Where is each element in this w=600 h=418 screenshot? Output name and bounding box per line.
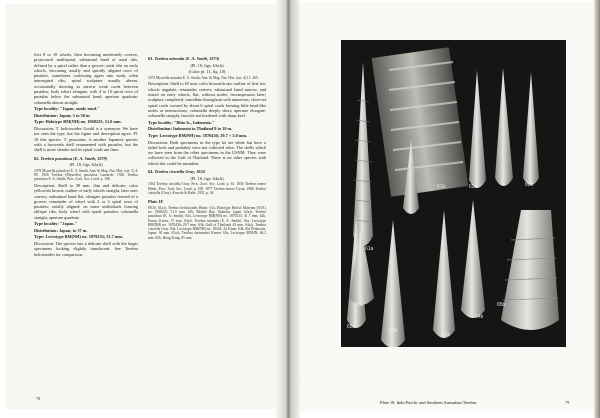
left-column-2 xyxy=(148,56,266,241)
sp63-type: Type: Lectotype BM(NH) no. 1870436; 29.7 × 5.8 mm. xyxy=(148,132,248,138)
discussion-61: Discussion: T. helicinoides Gould is a synonym. We have not seen the type, but the figure and description agree. Pl. 18 this species. T. punctatus, is another Japanese species with a brownish shell ornamented with pustules, but the shell is more slender and its spiral cords are finer. xyxy=(34,126,138,153)
plate-shells-image xyxy=(341,40,566,347)
sp62-distribution: Distribution: Japan; to 37 m. xyxy=(34,227,88,233)
sp62-number: 62. xyxy=(34,155,40,161)
book-gutter xyxy=(276,0,300,418)
sp63-description: Description: Shell to 65 mm; color brownish tan; outline of first few whorls angulate, remainder convex; subsutural band narrow, and rusted on early whorls, flat, without nodes; inconspicuous later; sculpture completely cancellate throughout with numerous, close-set spiral cords crossed by about 6 spiral cords forming little bead-like nodes at intersections; columella deeply short; aperture elongate; columella straight; fasciole not bordered with sharp keel. xyxy=(148,81,267,119)
intro-paragraph: first 8 or 10 whorls, then becoming moderately convex; protoconch multispiral, subsutural band of axial ribs, defined by a spiral rather than a groove; axial ribs on early whorls, becoming axially and spirally aligned rows of pustules, sometimes coalescing again into weak, often interrupted ribs; spiral sculpture usually absent, occasionally showing as narrow weak cords between pustules; body whorl elongate, with 4 to 10 spiral rows of pustules below the subsutural band; aperture quadrate; columella almost straight. xyxy=(34,52,138,105)
shell-62b xyxy=(495,68,513,186)
label-62b: 62b xyxy=(525,182,534,188)
shell-photo-plate xyxy=(341,40,566,347)
sp63-type-locality: Type locality: "Rhio Is., Indonesia." xyxy=(148,119,215,125)
label-64a: 64a xyxy=(441,332,450,338)
page-edge xyxy=(594,0,600,418)
sp62-references: 1879 Myurella pustulosa E. A. Smith, Ann. & Mag. Nat. Hist. (ser. 5) 4: 89. 1926 Terebra (Myurella) pustulosa Lamarck; 1926 Terebra pustulosa E. A. Smith; Proc. Zool. Soc. Lond. p. 186. xyxy=(34,168,138,182)
label-63a: 63a xyxy=(355,302,364,308)
sp63-figure-ref: (Pl. 18, figs. 63a,b) xyxy=(190,62,224,68)
plate-legend-text: FIGS. 61a,b, Terebra helicinoides Hinds. 61a, Holotype British Museum (N.H.) no. 1968225; 51.0 mm. 61b, Mobile Bay, Shikoku, Japan. 62a,b, Terebra pustulosa (E. A. Smith). 62a, Lectotype BM(NH) no. 1879233; 31.7 mm. 62b, Pusan, Korea; 37 mm. 63a,b, Terebra miranda (E. A. Smith). 63a, Lectotype BM(NH) no. 1870436; 29.7 mm. 63b, Gulf of Thailand; 45 mm. 64a,b, Terebra cinctella Gray. 64a, Lectotype BM(NH) no. 18343; 23.8 mm. 64b, Kii Peninsula, Japan; 30 mm. 65a,b, Terebra dussumieri Kiener. 65a, Lectotype MNHN; 66.2 mm. 65b, Hong Kong; 85 mm. xyxy=(148,205,266,240)
left-column-1 xyxy=(34,52,138,258)
label-63b: 63b xyxy=(389,328,398,334)
sp63-discussion: Discussion: Both specimens in the type lot are white but have a faded look and probably were not collected alive. The shells which we have seen from the other specimens in the USNM. They were collected in the Gulf of Thailand. There is no other species with which this could be mistaken. xyxy=(148,139,266,166)
right-page-number: 79 xyxy=(565,400,570,405)
shell-63b xyxy=(433,210,455,338)
shell-62a xyxy=(469,70,486,188)
type-locality-61: Type locality: "Japan, sandy mud." xyxy=(34,106,100,112)
label-65a: 65a xyxy=(347,324,356,330)
shell-large-right xyxy=(501,210,559,330)
sp64-number: 64. xyxy=(148,169,154,175)
sp62-description: Description: Shell to 38 mm, thin and delicate; color yellowish brown; outline of early whorls straight, later ones convex; subsutural band flat, elongate pustules formed of a groove; remainder of whorl with 2 or 3 spiral rows of pustules; axially aligned; on some individuals forming oblique ribs; body whorl with spiral pustules; columella straight, aperture quadrate. xyxy=(34,182,138,220)
label-61a: 61a xyxy=(365,246,374,252)
sp63-color-ref: (Color pl. 11, fig. 10) xyxy=(188,69,226,75)
shell-64b xyxy=(461,200,485,318)
sp62-type: Type: Lectotype BM(NH) no. 1879233; 31.7 mm. xyxy=(34,234,124,240)
sp64-figure-ref: (Pl. 18, figs. 64a,b) xyxy=(190,175,224,181)
type-61: Type: Holotype BM(NH) no. 1968225; 51.0 mm. xyxy=(34,119,122,125)
sp63-distribution: Distribution: Indonesia to Thailand 8 to 10 m. xyxy=(148,126,233,132)
left-page-number: 78 xyxy=(36,396,41,401)
sp63-number: 63. xyxy=(148,56,154,61)
sp63-references: 1873 Myurella miranda E. A. Smith, Ann. & Mag. Nat. Hist. (ser. 4) 11: 265. xyxy=(148,75,259,80)
label-62a: 62a xyxy=(469,184,478,190)
label-65b: 65b xyxy=(497,302,506,308)
sp62-heading: Terebra pustulosa (E. A. Smith, 1879) xyxy=(40,155,108,161)
sp64-references: 1834 Terebra cinctella Gray, Proc. Zool. Soc. Lond. p. 61. 1856 Terebra tenera Hinds, Proc. Zool. Soc. Lond. p. 168. 1877 Terebra tenera Tryon; 1886 Terebra cinctella (Gray); Kuroda & Habe, 1952, p. 94. xyxy=(148,182,266,195)
label-64b: 64b xyxy=(475,314,484,320)
plate-legend-title: Plate 18 xyxy=(148,199,163,205)
shell-extra-1 xyxy=(523,72,539,185)
distribution-61: Distribution: Japan; 3 to 30 m. xyxy=(34,112,91,118)
sp63-heading: Terebra miranda (E. A. Smith, 1873) xyxy=(154,56,220,61)
sp64-heading: Terebra cinctella Gray, 1834 xyxy=(154,169,205,175)
sp62-type-locality: Type locality: "Japan." xyxy=(34,221,78,227)
sp62-figure-ref: (Pl. 18, figs. 62a,b) xyxy=(69,162,103,168)
plate-title: Plate 18. Indo-Pacific and Southern Australian Terebra. xyxy=(380,400,478,405)
label-61b: 61b xyxy=(437,184,446,190)
sp62-discussion: Discussion: The species has a delicate shell with the larger specimens looking slightly translucent. See Terebra helicinoides for comparison. xyxy=(34,241,138,257)
